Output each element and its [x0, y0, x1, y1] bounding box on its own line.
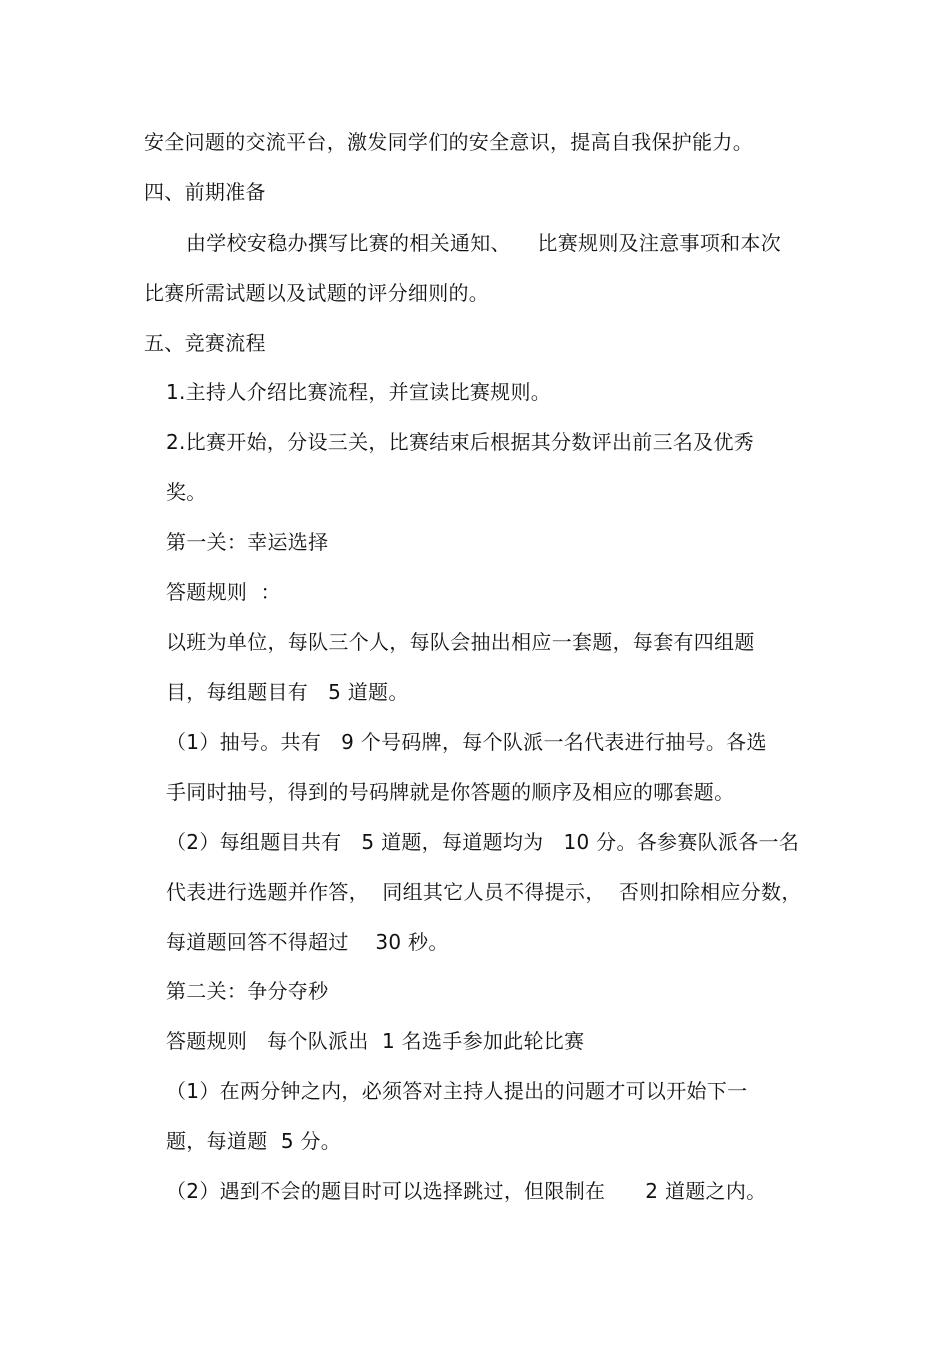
text-line: 第一关：幸运选择 [166, 530, 329, 554]
text-line: 安全问题的交流平台，激发同学们的安全意识，提高自我保护能力。 [144, 130, 753, 154]
text-line: 1.主持人介绍比赛流程，并宣读比赛规则。 [166, 380, 552, 404]
text-line: （2）每组题目共有 5 道题，每道题均为 10 分。各参赛队派各一名 [166, 830, 800, 854]
text-line: （1）抽号。共有 9 个号码牌，每个队派一名代表进行抽号。各选 [166, 730, 767, 754]
text-line: 2.比赛开始，分设三关，比赛结束后根据其分数评出前三名及优秀 [166, 430, 755, 454]
text-line: 答题规则 ： [166, 580, 281, 604]
text-line: （1）在两分钟之内，必须答对主持人提出的问题才可以开始下一 [166, 1079, 748, 1103]
section-heading: 四、前期准备 [144, 180, 266, 204]
text-line: 目，每组题目有 5 道题。 [166, 680, 409, 704]
section-heading: 五、竞赛流程 [144, 331, 266, 355]
text-line: 代表进行选题并作答， 同组其它人员不得提示， 否则扣除相应分数， [166, 880, 802, 904]
text-line: 奖。 [166, 480, 207, 504]
text-line: 以班为单位，每队三个人，每队会抽出相应一套题，每套有四组题 [166, 630, 755, 654]
text-line: 由学校安稳办撰写比赛的相关通知、 比赛规则及注意事项和本次 [186, 231, 782, 255]
text-line: （2）遇到不会的题目时可以选择跳过，但限制在 2 道题之内。 [166, 1179, 767, 1203]
text-line: 题，每道题 5 分。 [166, 1129, 342, 1153]
text-line: 比赛所需试题以及试题的评分细则的。 [144, 281, 490, 305]
text-line: 每道题回答不得超过 30 秒。 [166, 930, 449, 954]
text-line: 答题规则 每个队派出 1 名选手参加此轮比赛 [166, 1029, 585, 1053]
text-line: 手同时抽号，得到的号码牌就是你答题的顺序及相应的哪套题。 [166, 780, 735, 804]
text-line: 第二关：争分夺秒 [166, 979, 329, 1003]
